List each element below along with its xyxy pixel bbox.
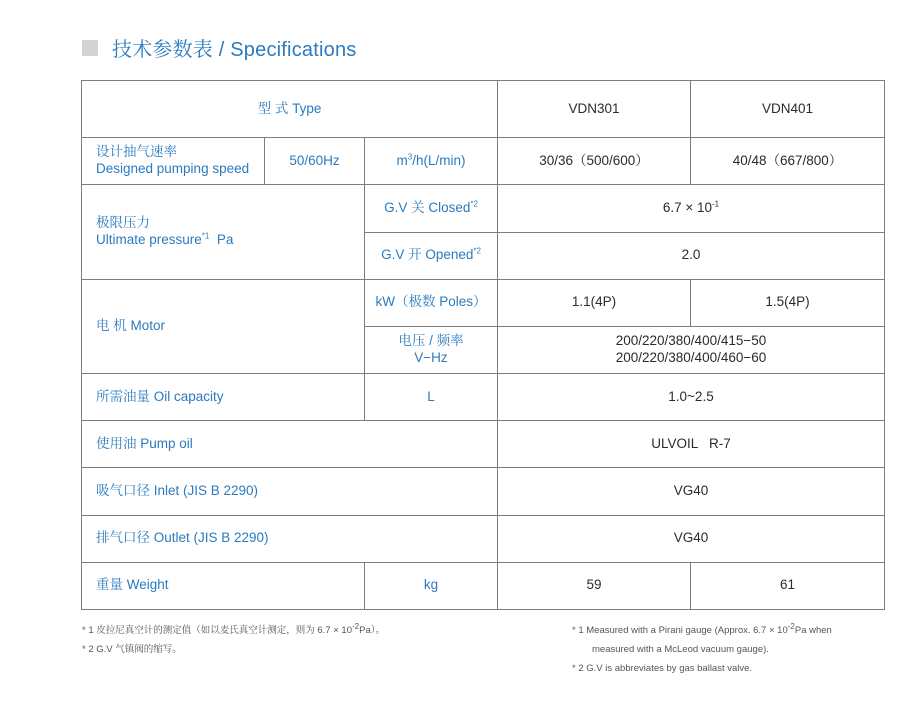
voltage-line-1: 200/220/380/400/415−50 <box>615 333 767 349</box>
note-en-1-exp: -2 <box>787 621 795 631</box>
table-row <box>82 185 885 232</box>
oil-capacity-label: 所需油量 Oil capacity <box>82 374 365 421</box>
ultimate-pressure-label-en: Ultimate pressure <box>96 232 202 248</box>
table-row <box>82 81 885 138</box>
motor-poles-vdn401: 1.5(4P) <box>691 279 885 326</box>
note-cn-1-suffix: Pa）。 <box>359 625 385 636</box>
note-cn-1-prefix: * 1 皮拉尼真空计的测定值（如以麦氏真空计测定，则为 6.7 × 10 <box>82 625 352 636</box>
pump-oil-value: ULVOIL R-7 <box>498 421 885 468</box>
voltage-line-2: 200/220/380/400/460−60 <box>615 349 767 365</box>
pumping-speed-freq: 50/60Hz <box>265 138 365 185</box>
note-en-1-line-2: measured with a McLeod vacuum gauge). <box>592 644 769 655</box>
weight-vdn401: 61 <box>691 562 885 609</box>
outlet-label: 排气口径 Outlet (JIS B 2290) <box>82 515 498 562</box>
section-heading <box>82 33 356 62</box>
gv-closed-label <box>365 185 498 232</box>
outlet-value: VG40 <box>498 515 885 562</box>
pumping-speed-unit <box>365 138 498 185</box>
voltage-value <box>498 326 885 373</box>
motor-poles-label: kW（极数 Poles） <box>365 279 498 326</box>
note-cn-1 <box>82 621 385 640</box>
inlet-value: VG40 <box>498 468 885 515</box>
gv-opened-text: G.V 开 Opened <box>381 247 474 263</box>
note-cn-2: * 2 G.V 气镇阀的缩写。 <box>82 644 182 655</box>
unit-sup: 3 <box>407 152 413 162</box>
closed-value-exp: -1 <box>712 199 720 209</box>
pump-oil-label: 使用油 Pump oil <box>82 421 498 468</box>
gv-opened-value: 2.0 <box>498 232 885 279</box>
note-en-1-suffix: Pa when <box>794 625 832 636</box>
table-row <box>82 562 885 609</box>
note-en-1 <box>572 621 832 640</box>
pumping-speed-vdn401: 40/48（667/800） <box>691 138 885 185</box>
weight-vdn301: 59 <box>498 562 691 609</box>
voltage-label <box>365 326 498 373</box>
weight-label: 重量 Weight <box>82 562 365 609</box>
model-vdn301: VDN301 <box>498 81 691 138</box>
table-row <box>82 515 885 562</box>
model-vdn401: VDN401 <box>691 81 885 138</box>
closed-value-base: 6.7 × 10 <box>662 200 713 216</box>
type-label: 型 式 Type <box>82 81 498 138</box>
oil-capacity-value: 1.0~2.5 <box>498 374 885 421</box>
spec-table <box>81 80 885 610</box>
note-ref-1: *1 <box>201 231 210 241</box>
heading-marker <box>82 40 98 56</box>
motor-label: 电 机 Motor <box>82 279 365 373</box>
pumping-speed-vdn301: 30/36（500/600） <box>498 138 691 185</box>
ultimate-pressure-unit: Pa <box>216 232 234 248</box>
note-en-2: * 2 G.V is abbreviates by gas ballast valve. <box>572 663 753 674</box>
pumping-speed-label-cn: 设计抽气速率 <box>96 144 177 160</box>
table-row <box>82 421 885 468</box>
table-row <box>82 138 885 185</box>
pumping-speed-label-en: Designed pumping speed <box>96 161 250 177</box>
ultimate-pressure-label-cn: 极限压力 <box>96 215 150 231</box>
ultimate-pressure-label-en-row <box>96 232 358 249</box>
table-row <box>82 279 885 326</box>
notes-en <box>572 621 832 678</box>
table-row <box>82 468 885 515</box>
weight-unit: kg <box>365 562 498 609</box>
unit-rest: /h(L/min) <box>412 152 466 168</box>
note-ref-2: *2 <box>473 246 481 256</box>
voltage-label-cn: 电压 / 频率 <box>398 333 464 349</box>
gv-opened-label <box>365 232 498 279</box>
gv-closed-value <box>498 185 885 232</box>
notes-cn <box>82 621 385 659</box>
oil-capacity-unit: L <box>365 374 498 421</box>
gv-closed-text: G.V 关 Closed <box>384 200 471 216</box>
note-en-1-prefix: * 1 Measured with a Pirani gauge (Approx. 6.7 × 10 <box>572 625 788 636</box>
table-row <box>82 374 885 421</box>
page-title: 技术参数表 / Specifications <box>112 39 357 61</box>
note-cn-1-exp: -2 <box>352 621 360 631</box>
unit-main: m <box>396 152 408 168</box>
ultimate-pressure-label <box>82 185 365 279</box>
motor-poles-vdn301: 1.1(4P) <box>498 279 691 326</box>
inlet-label: 吸气口径 Inlet (JIS B 2290) <box>82 468 498 515</box>
note-ref-2: *2 <box>470 199 478 209</box>
pumping-speed-label <box>82 138 265 185</box>
voltage-label-en: V−Hz <box>414 349 448 365</box>
